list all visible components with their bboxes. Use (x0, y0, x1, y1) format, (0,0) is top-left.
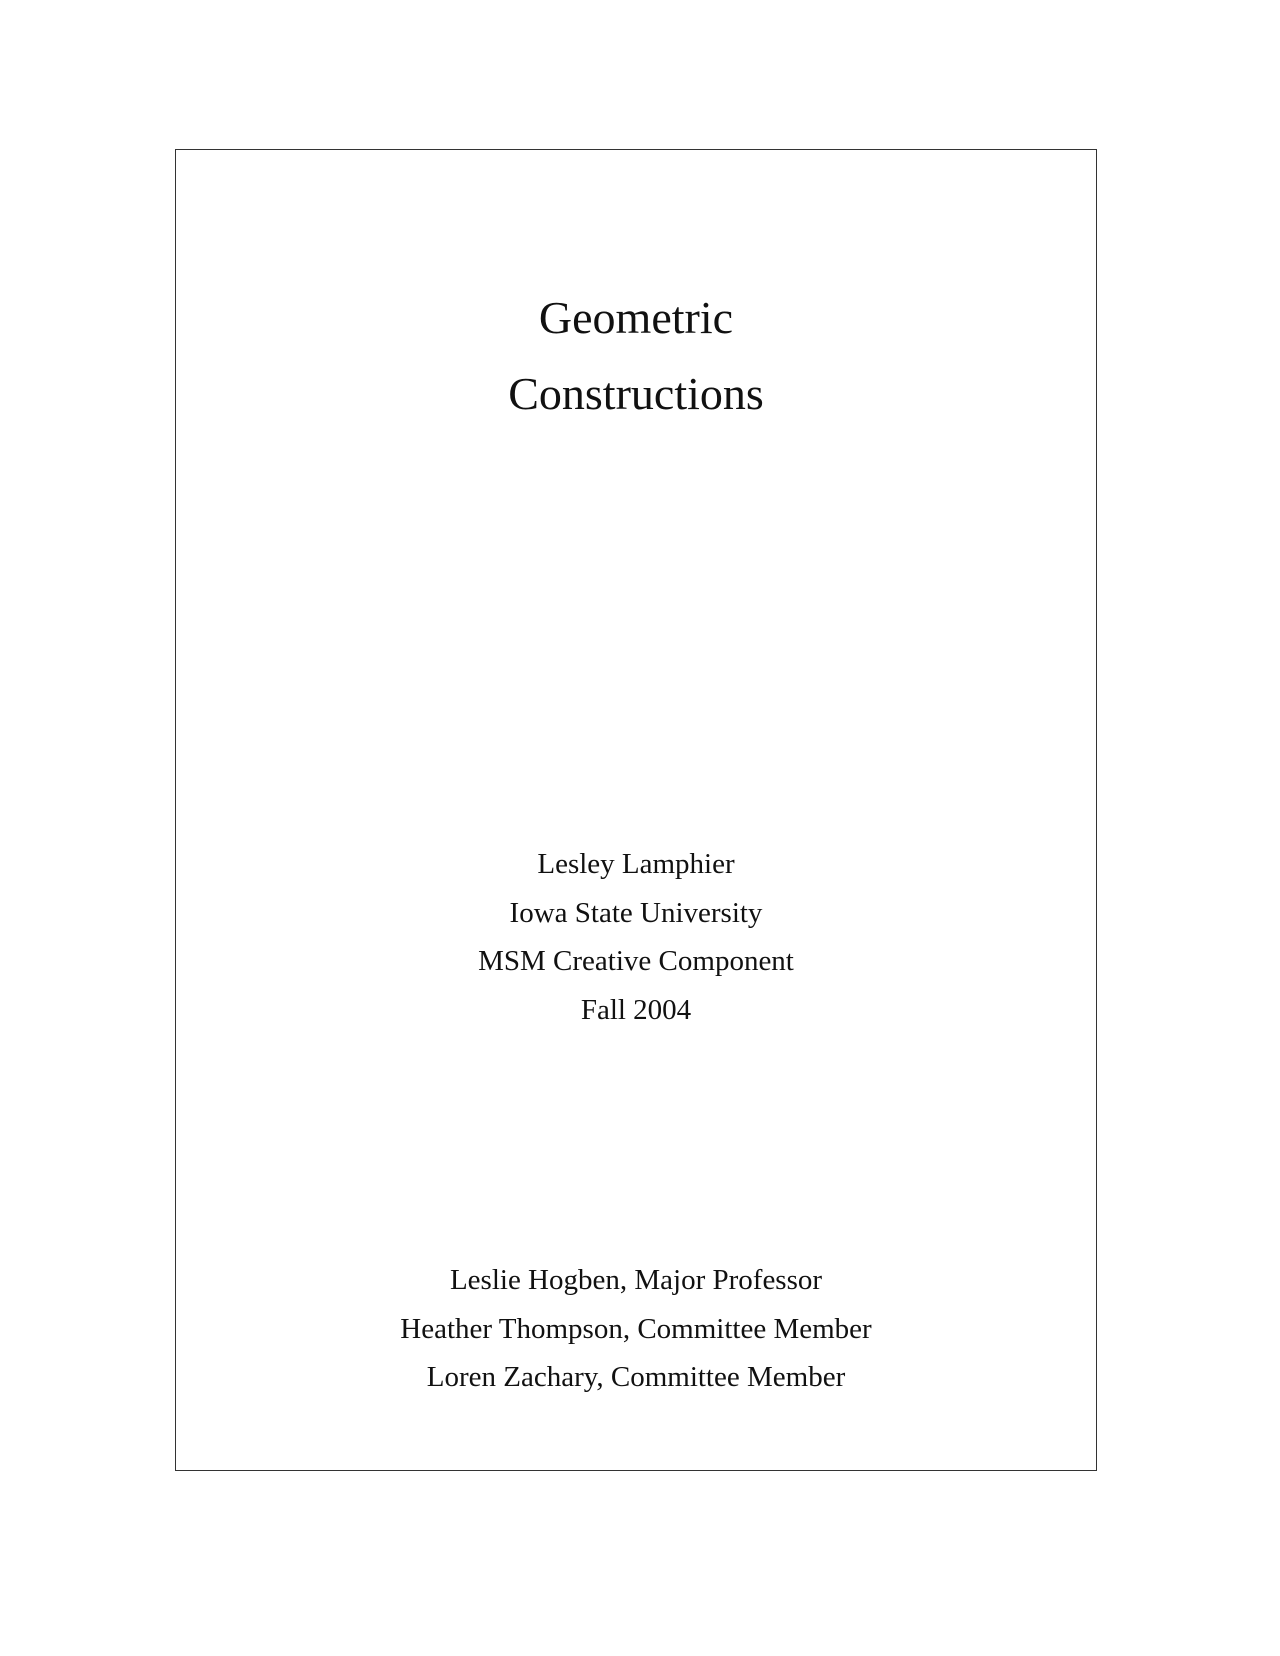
author-info (176, 840, 1096, 1034)
author-name: Lesley Lamphier (537, 848, 735, 880)
title-page-border (175, 149, 1097, 1471)
committee-member: Leslie Hogben, Major Professor (449, 1264, 823, 1296)
committee-member: Loren Zachary, Committee Member (426, 1361, 846, 1393)
title-line-2: Constructions (508, 368, 764, 419)
document-title (176, 280, 1096, 432)
term: Fall 2004 (580, 993, 692, 1026)
committee-member: Heather Thompson, Committee Member (400, 1312, 872, 1345)
title-line-1: Geometric (538, 292, 734, 343)
program: MSM Creative Component (478, 945, 794, 977)
committee-list (176, 1256, 1096, 1402)
institution: Iowa State University (509, 896, 763, 929)
